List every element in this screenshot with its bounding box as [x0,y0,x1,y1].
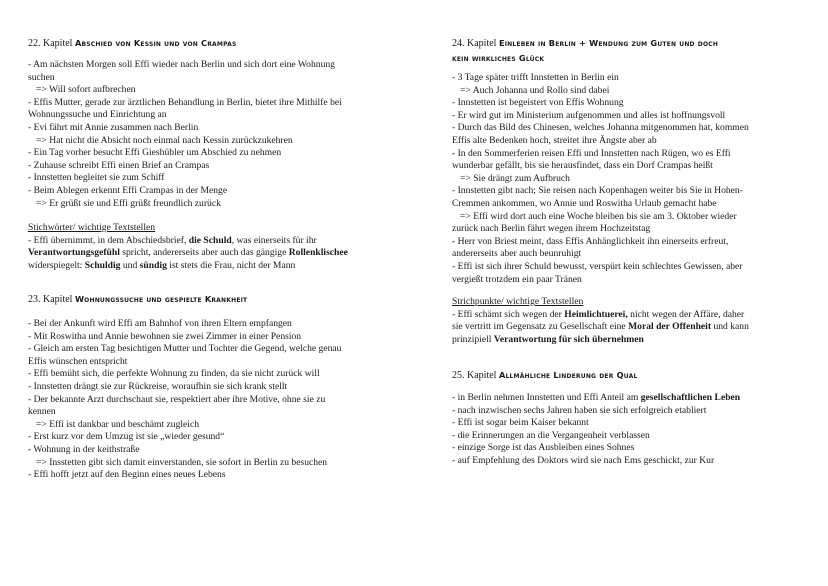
chapter-24-heading-cont [452,52,792,65]
note-line: - Effis Mutter, gerade zur ärztlichen Behandlung in Berlin, bietet ihre Mithilfe bei [28,96,342,108]
note-line: - Der bekannte Arzt durchschaut sie, respektiert aber ihre Motive, ohne sie zu [28,393,326,405]
chapter-22 [28,37,400,50]
keyword-line [452,321,792,334]
keyword-text: und [120,259,140,271]
note-line: - Bei der Ankunft wird Effi am Bahnhof von ihren Eltern empfangen [28,318,292,329]
chapter-25-number: 25. Kapitel [452,370,497,381]
note-line: - Effi hofft jetzt auf den Beginn eines neues Lebens [28,469,226,481]
note-line: - Effi ist sich ihrer Schuld bewusst, verspürt kein schlechtes Gewissen, aber [452,260,743,272]
note-line: - Durch das Bild des Chinesen, welches Johanna mitgenommen hat, kommen [452,122,749,134]
keyword-bold: Verantwortung für sich übernehmen [493,333,644,345]
keyword-text: prinzipiell [452,333,494,345]
chapter-24-title: Einleben in Berlin + Wendung zum Guten und doch [498,38,719,48]
chapter-24-keywords [452,296,792,346]
chapter-23-title: Wohnungssuche und gespielte Krankheit [74,294,248,304]
note-line: suchen [28,71,55,83]
note-line: => Insstetten gibt sich damit einverstanden, sie sofort in Berlin zu besuchen [36,456,328,468]
note-line: Effis alte Bedenken hoch, streitet ihre Ängste aber ab [452,134,657,146]
keyword-line [452,334,792,347]
note-line: - Am nächsten Morgen soll Effi wieder nach Berlin und sich dort eine Wohnung [28,59,335,70]
note-line: - Effi bemüht sich, die perfekte Wohnung zu finden, da sie nicht zurück will [28,368,320,380]
chapter-22-title: Abschied von Kessin und von Crampas [74,38,237,48]
note-line: - Ein Tag vorher besucht Effi Gieshübler um Abschied zu nehmen [28,147,282,159]
note-line: andererseits aber auch beunruhigt [452,248,582,260]
note-line: - Wohnung in der keithstraße [28,443,140,455]
note-line: - die Erinnerungen an die Vergangenheit verblassen [452,429,650,441]
note-line: Wohnungssuche und Einrichtung an [28,109,167,121]
note-line: => Sie drängt zum Aufbruch [460,172,570,184]
chapter-24-title-cont: kein wirkliches Glück [452,53,545,63]
keywords-heading: Strichpunkte/ wichtige Textstellen [452,296,584,307]
note-line: - Effi ist sogar beim Kaiser bekannt [452,417,589,429]
keyword-text: und kann [711,321,749,333]
chapter-22-keywords [28,222,400,272]
note-line: - Herr von Briest meint, dass Effis Anhänglichkeit ihn einerseits erfreut, [452,235,729,247]
note-line: => Effi wird dort auch eine Woche bleiben bis sie am 3. Oktober wieder [460,210,737,222]
keyword-text: widerspiegelt: [28,259,85,271]
note-line: - Zuhause schreibt Effi einen Brief an Crampas [28,159,210,171]
note-line: - 3 Tage später trifft Innstetten in Berlin ein [452,72,619,83]
chapter-25-heading [452,369,792,382]
keyword-text: - Effi übernimmt, in dem Abschiedsbrief, [28,234,189,246]
keyword-line [452,309,792,322]
chapter-22-notes [28,59,400,210]
chapter-25-notes [452,392,792,468]
note-text: - in Berlin nehmen Innstetten und Effi Anteil am [452,392,641,403]
note-line: => Auch Johanna und Rollo sind dabei [460,84,610,96]
keyword-bold: die Schuld [188,234,232,246]
keyword-bold: Schuldig [84,259,121,271]
keyword-text: ist stets die Frau, nicht der Mann [166,259,296,271]
keyword-bold: Moral der Offenheit [628,321,712,333]
keyword-bold: Rollenklischee [288,247,348,259]
chapter-24 [452,37,792,65]
chapter-23-notes [28,318,400,482]
note-line: Effis wünschen entspricht [28,355,128,367]
note-line: - auf Empfehlung des Doktors wird sie nach Ems geschickt, zur Kur [452,454,715,466]
keywords-heading: Stichwörter/ wichtige Textstellen [28,222,156,233]
chapter-24-number: 24. Kapitel [452,38,497,49]
keyword-text: - Effi schämt sich wegen der [452,308,565,320]
note-line: - nach inzwischen sechs Jahren haben sie sich erfolgreich etabliert [452,404,707,416]
keyword-text: , was einerseits für ihr [231,234,317,246]
keyword-bold: Heimlichtuerei, [564,308,628,320]
chapter-24-notes [452,72,792,286]
chapter-23 [28,293,400,306]
keyword-line [28,235,400,248]
keyword-text: sie vertritt im Gegensatz zu Gesellschaft eine [452,321,629,333]
note-line: zurück nach Berlin fährt wegen ihrem Hochzeitstag [452,223,651,235]
chapter-22-number: 22. Kapitel [28,38,73,49]
chapter-22-heading [28,37,400,50]
note-line: => Effi ist dankbar und beschämt zugleich [36,418,200,430]
note-line: - Beim Ablegen erkennt Effi Crampas in der Menge [28,184,228,196]
chapter-23-number: 23. Kapitel [28,294,73,305]
note-line: => Er grüßt sie und Effi grüßt freundlich zurück [36,197,221,209]
note-line: Cremmen ankommen, wo Annie und Roswitha Urlaub gemacht habe [452,197,717,209]
note-line: - Mit Roswitha und Annie bewohnen sie zwei Zimmer in einer Pension [28,330,302,342]
keyword-line [28,247,400,260]
keyword-bold: sündig [139,259,167,271]
note-line: vergießt trotzdem ein paar Tränen [452,273,582,285]
note-line: - Erst kurz vor dem Umzug ist sie „wieder gesund“ [28,431,225,443]
keyword-text: spricht, andererseits aber auch das gängige [119,247,289,259]
note-line: - Innstetten begleitet sie zum Schiff [28,172,165,184]
note-line: kennen [28,406,56,418]
note-line: => Hat nicht die Absicht noch einmal nach Kessin zurückzukehren [36,134,293,146]
keyword-text: nicht wegen der Affäre, daher [627,308,745,320]
note-line: - Innstetten drängt sie zur Rückreise, woraufhin sie sich krank stellt [28,380,288,392]
keyword-line [28,260,400,273]
note-line: wunderbar gefällt, bis sie herausfindet, dass ein Dorf Crampas heißt [452,160,713,172]
note-line: - Gleich am ersten Tag besichtigen Mutter und Tochter die Gegend, welche genau [28,343,342,355]
keyword-bold: Verantwortungsgefühl [28,247,120,259]
note-bold: gesellschaftlichen Leben [640,392,741,403]
note-line: - einzige Sorge ist das Ausbleiben eines Sohnes [452,442,635,454]
chapter-23-heading [28,293,400,306]
note-line: - Er wird gut im Ministerium aufgenommen und alles ist hoffnungsvoll [452,109,726,121]
note-line: - Evi fährt mit Annie zusammen nach Berlin [28,121,199,133]
chapter-24-heading [452,37,792,50]
chapter-25 [452,369,792,382]
note-line: - In den Sommerferien reisen Effi und Innstetten nach Rügen, wo es Effi [452,147,731,159]
chapter-25-title: Allmähliche Linderung der Qual [498,370,638,380]
note-line: - Innstetten ist begeistert von Effis Wohnung [452,97,624,109]
note-line: - Innstetten gibt nach; Sie reisen nach Kopenhagen weiter bis Sie in Hohen- [452,185,743,197]
note-line: => Will sofort aufbrechen [36,84,136,96]
note-line [452,392,792,405]
